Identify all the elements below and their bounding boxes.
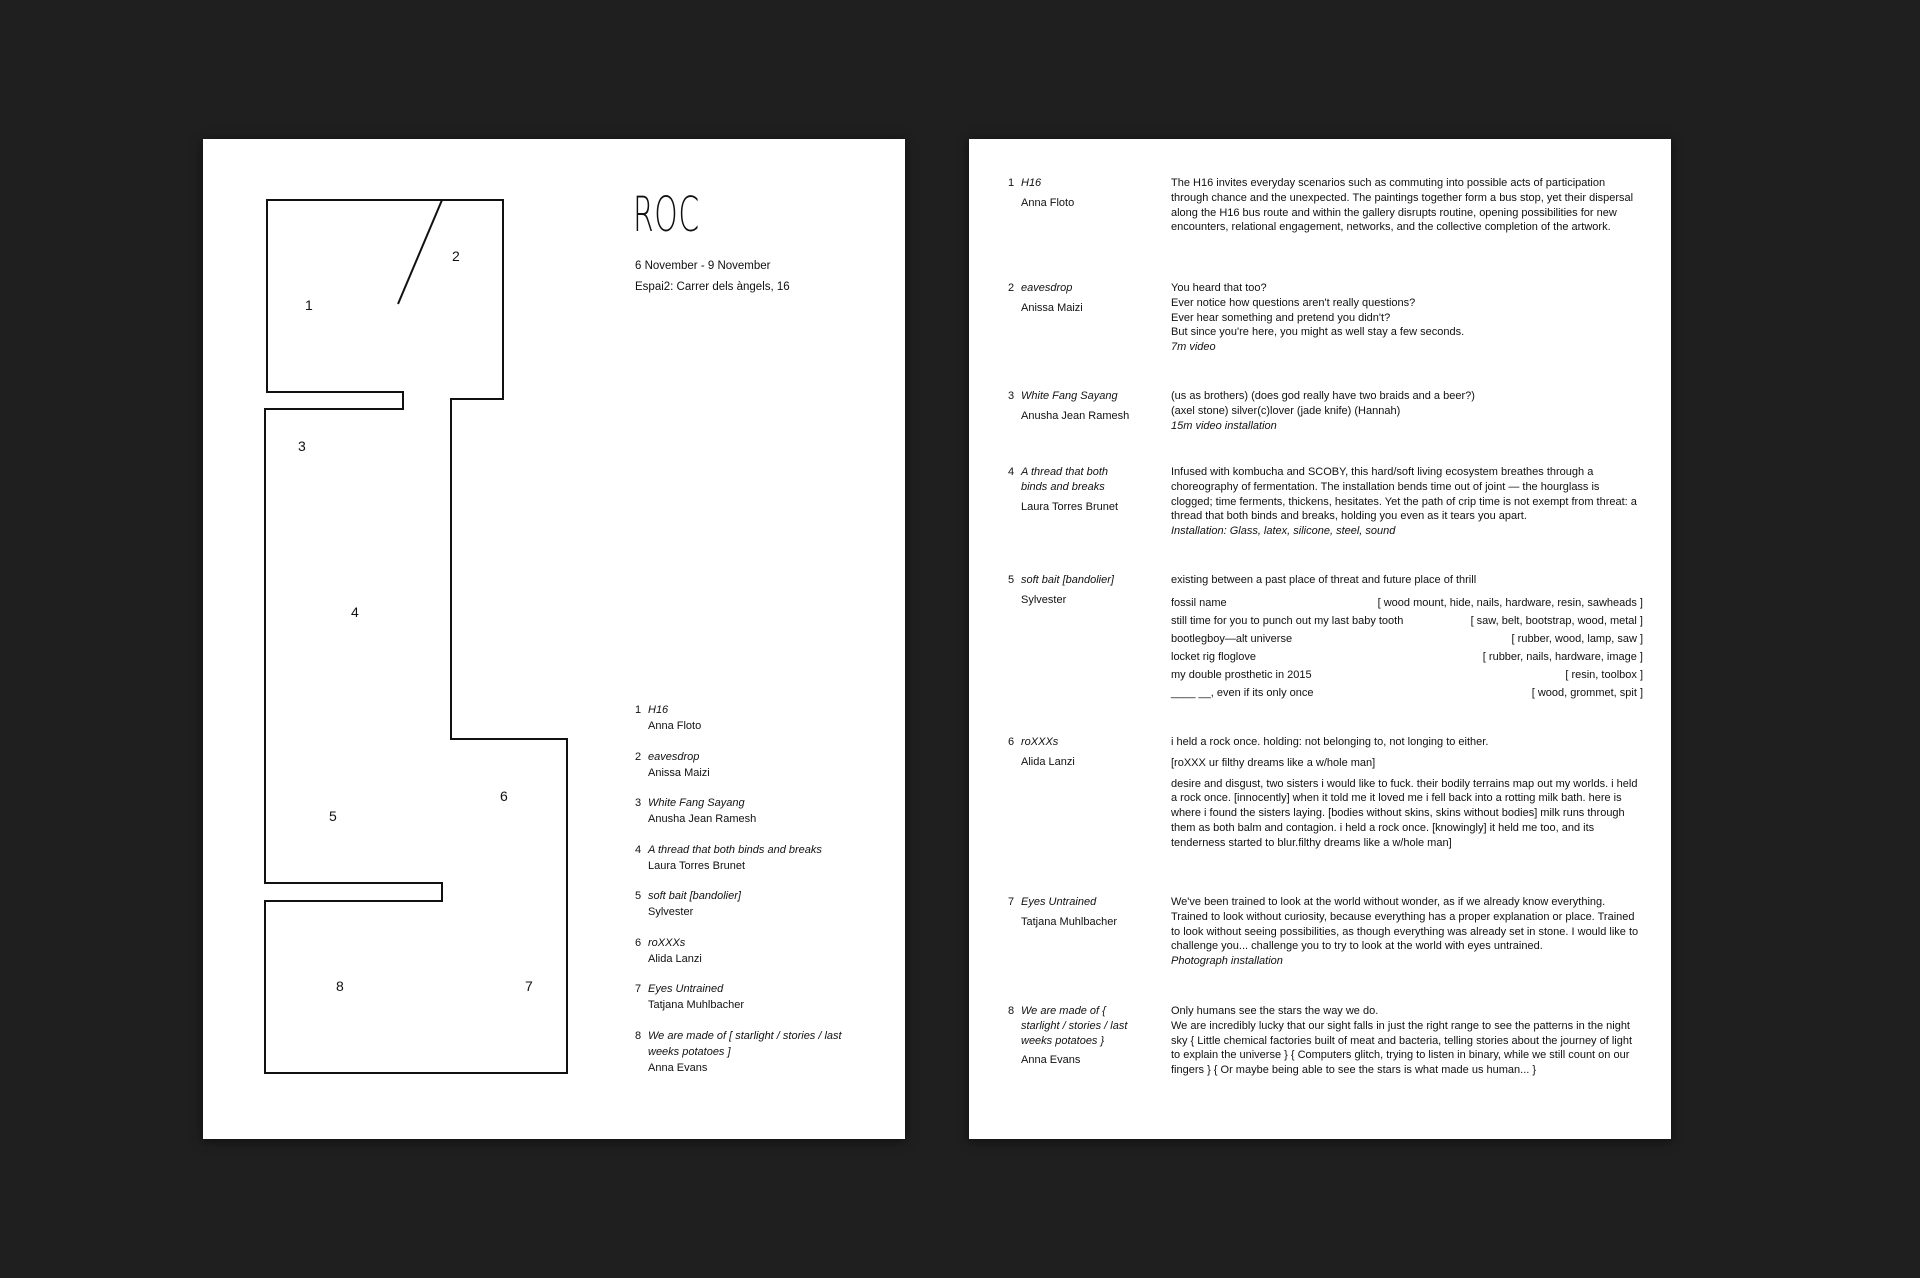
materials-list: [1171, 594, 1643, 702]
list-item: 4 A thread that both binds and breaks Laura Torres Brunet: [635, 843, 822, 872]
list-item: 7 Eyes Untrained Tatjana Muhlbacher: [635, 983, 745, 1011]
list-item: 1 H16 Anna Floto: [635, 704, 702, 732]
floor-plan-partition: [398, 200, 442, 304]
room-label-3: 3: [298, 438, 306, 454]
exhibition-dates: 6 November - 9 November: [635, 260, 771, 272]
list-item: 3 White Fang Sayang Anusha Jean Ramesh: [635, 797, 757, 825]
material-row: ____ __, even if its only once [ wood, grommet, spit ]: [1171, 686, 1643, 699]
list-item: 5 soft bait [bandolier] Sylvester: [635, 890, 741, 918]
material-row: still time for you to punch out my last baby tooth [ saw, belt, bootstrap, wood, metal ]: [1171, 614, 1643, 627]
room-label-2: 2: [452, 248, 460, 264]
material-row: locket rig floglove [ rubber, nails, hardware, image ]: [1171, 650, 1643, 663]
list-item: 6 roXXXs Alida Lanzi: [635, 936, 702, 965]
floor-plan-room-upper: [265, 200, 567, 1073]
exhibition-venue: Espai2: Carrer dels àngels, 16: [635, 281, 790, 293]
material-row: my double prosthetic in 2015 [ resin, toolbox ]: [1171, 668, 1643, 681]
room-label-7: 7: [525, 978, 533, 994]
room-label-1: 1: [305, 297, 313, 313]
room-label-8: 8: [336, 978, 344, 994]
room-label-6: 6: [500, 788, 508, 804]
exhibition-title: ROC: [633, 187, 700, 243]
material-row: bootlegboy—alt universe [ rubber, wood, lamp, saw ]: [1171, 632, 1643, 645]
room-label-5: 5: [329, 808, 337, 824]
works-list: [635, 702, 885, 1090]
works-description-sheet: 1 H16 Anna Floto The H16 invites everyday scenarios such as commuting into possible acts of participation through chance and the unexpected. The paintings together form a bus stop, yet their dispersal along the H16 bus route and within the gallery disrupts routine, opening possibilities for new encounters, relational engagement, networks, and the collective completion of the artwork. 2 eavesdrop Anissa Maizi You heard that too? Ever notice how questions aren't really questions? Ever hear something and pretend you didn't? But since you're here, you might as well stay a few seconds. 7m video 3 White Fang Sayang Anusha Jean Ramesh (us as brothers) (does god really have two braids and a beer?) (axel stone) silver(c)lover (jade knife) (Hannah) 15m video installation 4 A thread that both binds and breaks Laura Torres Brunet Infused with kombucha and SCOBY, this hard/soft living ecosystem breathes through a choreography of fermentation. The installation bends time out of joint — the hourglass is clogged; time ferments, thickens, hesitates. Yet the path of crip time is not exempt from threat: a thread that both binds and breaks, holding you even as it tears you apart. Installation: Glass, latex, silicone, steel, sound 5 soft bait [bandolier] Sylvester existing between a past place of threat and future place of thrill fossil name [ wood mount, hide, nails, hardware, resin, sawheads ] still time for you to punch out my last baby tooth [ saw, belt, bootstrap, wood, metal ] bootlegboy—alt universe [ rubber, wood, lamp, saw ] locket rig floglove [ rubber, nails, hardware, image ] my double prosthetic in 2015 [ resin, toolbox ] ____ __, even if its only once [ wood, grommet, spit ] 6 roXXXs Alida Lanzi i held a rock once. holding: not belonging to, not longing to either. [roXXX ur filthy dreams like a w/hole man] desire and disgust, two sisters i would like to fuck. their bodily terrains map out my worlds. i held a rock once. [innocently] when it told me it loved me i fell back into a rotting milk bath. here is where i found the sisters laying. [bodies without skins, skins without bodies] milk runs through them as both balm and contagion. i held a rock once. [knowingly] it held me too, and its tenderness started to blur.filthy dreams like a w/hole man] 7 Eyes Untrained Tatjana Muhlbacher We've been trained to look at the world without wonder, as if we already know everything. Trained to look without curiosity, because everything has a proper explanation or place. Trained to look without seeing possibilities, as though everything was already set in stone. I would like to challenge you... challenge you to try to look at the world with eyes untrained. Photograph installation 8 We are made of { starlight / stories / last weeks potatoes } Anna Evans Only humans see the stars the way we do. We are incredibly lucky that our sight falls in just the right range to see the patterns in the night sky { Little chemical factories built of meat and bacteria, telling stories about the journey of light to explain the universe } { Computers glitch, trying to listen in binary, while we still count on our fingers } { Or maybe being able to see the stars is what made us human... }: [969, 139, 1671, 1139]
list-item: 2 eavesdrop Anissa Maizi: [635, 750, 710, 779]
list-item: 8 We are made of [ starlight / stories / last weeks potatoes ] Anna Evans: [635, 1029, 842, 1074]
room-label-4: 4: [351, 604, 359, 620]
material-row: fossil name [ wood mount, hide, nails, hardware, resin, sawheads ]: [1171, 596, 1643, 609]
exhibition-map-sheet: [203, 139, 905, 1139]
